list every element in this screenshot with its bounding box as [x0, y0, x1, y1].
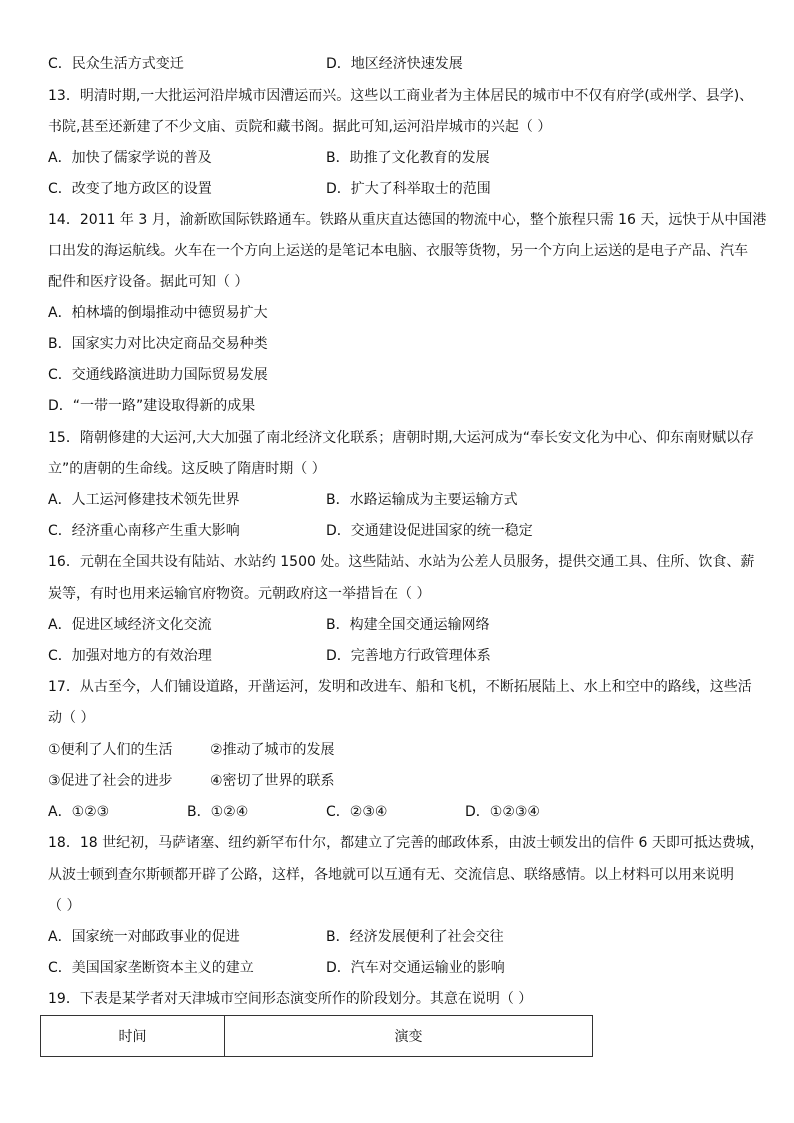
q18-option-c[interactable]: C．美国国家垄断资本主义的建立 [48, 960, 254, 976]
q16-stem-line-1: 16．元朝在全国共设有陆站、水站约 1500 处。这些陆站、水站为公差人员服务，提供交通工具、住所、饮食、薪 [48, 554, 755, 570]
q15-option-d[interactable]: D．交通建设促进国家的统一稳定 [326, 523, 533, 539]
q19-table [40, 1015, 593, 1057]
q16-option-d[interactable]: D．完善地方行政管理体系 [326, 648, 491, 664]
q18-stem-line-2: 从波士顿到查尔斯顿都开辟了公路，这样，各地就可以互通有无、交流信息、联络感情。以上材料可以用来说明 [48, 867, 734, 883]
q12-options-row [48, 54, 758, 74]
q18-options-row-2 [48, 958, 758, 978]
q19-stem: 19．下表是某学者对天津城市空间形态演变所作的阶段划分。其意在说明（ ） [48, 991, 533, 1007]
q16-options-row-2 [48, 646, 758, 666]
q13-options-row-2 [48, 179, 758, 199]
q16-stem-line-2: 炭等，有时也用来运输官府物资。元朝政府这一举措旨在（ ） [48, 586, 431, 602]
q13-option-c[interactable]: C．改变了地方政区的设置 [48, 181, 212, 197]
q12-option-d[interactable]: D．地区经济快速发展 [326, 56, 463, 72]
q13-option-d[interactable]: D．扩大了科举取士的范围 [326, 181, 491, 197]
q18-option-d[interactable]: D．汽车对交通运输业的影响 [326, 960, 505, 976]
q17-option-c[interactable]: C．②③④ [326, 804, 388, 820]
q14-option-c[interactable]: C．交通线路演进助力国际贸易发展 [48, 367, 268, 383]
q18-options-row-1 [48, 927, 758, 947]
q17-option-d[interactable]: D．①②③④ [465, 804, 540, 820]
q18-stem-line-1: 18．18 世纪初，马萨诸塞、纽约新罕布什尔，都建立了完善的邮政体系，由波士顿发出的信件 6 天即可抵达费城， [48, 835, 764, 851]
q15-option-c[interactable]: C．经济重心南移产生重大影响 [48, 523, 240, 539]
q17-stem-line-1: 17．从古至今，人们铺设道路，开凿运河，发明和改进车、船和飞机，不断拓展陆上、水上和空中的路线，这些活 [48, 679, 752, 695]
q13-option-b[interactable]: B．助推了文化教育的发展 [326, 150, 490, 166]
q15-stem-line-1: 15．隋朝修建的大运河,大大加强了南北经济文化联系；唐朝时期,大运河成为“奉长安文化为中心、仰东南财赋以存 [48, 430, 754, 446]
q14-stem-line-2: 口出发的海运航线。火车在一个方向上运送的是笔记本电脑、衣服等货物，另一个方向上运送的是电子产品、汽车 [48, 243, 748, 259]
q17-option-b[interactable]: B．①②④ [187, 804, 249, 820]
q15-options-row-1 [48, 490, 758, 510]
q15-option-a[interactable]: A．人工运河修建技术领先世界 [48, 492, 240, 508]
q15-options-row-2 [48, 521, 758, 541]
q14-option-d[interactable]: D．“一带一路”建设取得新的成果 [48, 398, 256, 414]
q18-option-a[interactable]: A．国家统一对邮政事业的促进 [48, 929, 240, 945]
table-header-row [41, 1016, 593, 1057]
q12-option-c[interactable]: C．民众生活方式变迁 [48, 56, 184, 72]
q17-items-row-2 [48, 771, 758, 791]
q16-option-c[interactable]: C．加强对地方的有效治理 [48, 648, 212, 664]
q18-option-b[interactable]: B．经济发展便利了社会交往 [326, 929, 504, 945]
q16-option-a[interactable]: A．促进区域经济文化交流 [48, 617, 212, 633]
table-header-evolution: 演变 [225, 1016, 593, 1057]
q14-stem-line-3: 配件和医疗设备。据此可知（ ） [48, 274, 249, 290]
q14-stem-line-1: 14．2011 年 3 月，渝新欧国际铁路通车。铁路从重庆直达德国的物流中心，整个旅程只需 16 天，远快于从中国港 [48, 212, 767, 228]
q17-item-3: ③促进了社会的进步 [48, 773, 173, 789]
q15-stem-line-2: 立”的唐朝的生命线。这反映了隋唐时期（ ） [48, 461, 326, 477]
table-header-time: 时间 [41, 1016, 225, 1057]
q17-option-a[interactable]: A．①②③ [48, 804, 110, 820]
q17-item-1: ①便利了人们的生活 [48, 742, 173, 758]
q14-option-a[interactable]: A．柏林墙的倒塌推动中德贸易扩大 [48, 305, 268, 321]
q13-stem-line-1: 13．明清时期,一大批运河沿岸城市因漕运而兴。这些以工商业者为主体居民的城市中不仅有府学(或州学、县学)、 [48, 88, 754, 104]
q14-option-b[interactable]: B．国家实力对比决定商品交易种类 [48, 336, 268, 352]
q13-options-row-1 [48, 148, 758, 168]
q13-stem-line-2: 书院,甚至还新建了不少文庙、贡院和藏书阁。据此可知,运河沿岸城市的兴起（ ） [48, 119, 552, 135]
q17-item-4: ④密切了世界的联系 [210, 773, 335, 789]
q16-options-row-1 [48, 615, 758, 635]
q17-items-row-1 [48, 740, 758, 760]
q13-option-a[interactable]: A．加快了儒家学说的普及 [48, 150, 212, 166]
q17-item-2: ②推动了城市的发展 [210, 742, 335, 758]
q18-stem-line-3: （ ） [48, 898, 81, 914]
q15-option-b[interactable]: B．水路运输成为主要运输方式 [326, 492, 518, 508]
q17-stem-line-2: 动（ ） [48, 710, 95, 726]
q16-option-b[interactable]: B．构建全国交通运输网络 [326, 617, 490, 633]
q17-options-row [48, 802, 758, 822]
